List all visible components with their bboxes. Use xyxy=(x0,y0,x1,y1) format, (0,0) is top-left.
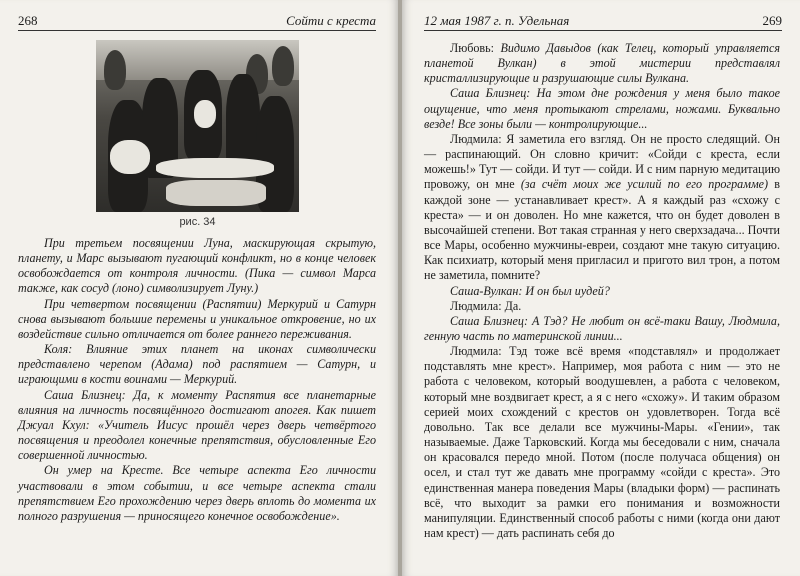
figure-tree xyxy=(272,46,294,86)
paragraph: При третьем посвящении Луна, маскирующая скрытую, планету, и Марс вызывают пугающий конфликт, но в конце человек освобождается от контроля личности. (Пика — символ Марса также, как сосуд (лоно) символизирует Луну.) xyxy=(18,236,376,296)
running-head-right: 12 мая 1987 г. п. Удельная xyxy=(424,13,570,28)
page-number-right: 269 xyxy=(762,13,782,28)
figure-shroud xyxy=(166,180,266,206)
page-number-left: 268 xyxy=(18,13,38,28)
body-text: в каждой зоне — устанавливает крест». А я каждый раз «схожу с креста» — и он доволен. Но мне кажется, что он будет доволен в высочайшей степени. Вот такая странная у него сверхзадача... Почти все Мары, особенно мужчины-евреи, создают мне такую ситуацию. Как психиатр, который меня пригласил и пригото вил трон, а потом не заметила, помните? xyxy=(424,177,780,283)
right-page-header xyxy=(424,12,782,31)
right-text-column xyxy=(424,41,780,541)
paragraph: Саша Близнец: Да, к моменту Распятия все планетарные влияния на личность посвящённого достигают апогея. Как пишет Джуал Кхул: «Учитель Иисус прошёл через дверь четвёртого посвящения и преодолел конечные препятствия, обусловленные Его совершенной личностью. xyxy=(18,387,376,463)
paragraph: Он умер на Кресте. Все четыре аспекта Его личности участвовали в этом событии, и все четыре аспекта стали препятствием Его прохождению через дверь вплоть до момента их полного разрушения — приносящего конечное освобождение». xyxy=(18,463,376,523)
figure-caption: рис. 34 xyxy=(179,216,216,228)
left-text-column xyxy=(18,236,376,524)
painting-lamentation-image xyxy=(96,40,299,212)
italic-text: (за счёт моих же усилий по его программе) xyxy=(520,177,769,192)
running-head-left: Сойти с креста xyxy=(286,13,376,28)
paragraph xyxy=(424,132,780,284)
paragraph: Людмила: Тэд тоже всё время «подставлял» и продолжает подставлять мне крест». Например, моя работа с ним — это не работа с человеком, который воодушевлен, а работа с человеком, который мне воздвигает крест, а я с него «схожу». И таким образом серией моих схождений с крестов он удовлетворен. Тогда всё довольно. Так все делали все мужчины-Мары. «Гении», так называемые. Даже Тарковский. Когда мы беседовали с ним, сначала он красовался передо мной. Потом (после получаса общения) он осел, и стал тут же давать мне программу «сойди с креста». Это единственная манера поведения Мары (владыки форм) — распинать всё, что выходит за рамки его понимания и возможности манипуляции. Единственный способ работы с ними (когда они дают нам крест) — дать распинать себя до xyxy=(424,344,780,540)
paragraph: Коля: Влияние этих планет на иконах символически представлено черепом (Адама) под распятием — Сатурн, и играющими в кости воинами — Меркурий. xyxy=(18,342,376,387)
figure-veil xyxy=(194,100,216,128)
left-page-header xyxy=(18,12,376,31)
left-page xyxy=(0,0,398,576)
paragraph: Саша-Вулкан: И он был иудей? xyxy=(450,283,610,298)
paragraph: Саша Близнец: На этом дне рождения у меня было такое ощущение, что меня протыкают стрелами, ножами. Буквально везде! Все зоны были — контролирующие... xyxy=(424,86,780,131)
italic-text: Видимо Давыдов (как Телец, который управляется планетой Вулкан) в этой мистерии представлял кристаллизирующие и разрушающие силы Вулкана. xyxy=(424,41,780,86)
figure-body xyxy=(156,158,274,178)
paragraph: При четвертом посвящении (Распятии) Меркурий и Сатурн снова вызывают большие перемены и уникальное откровение, но их воздействие сильно отличается от более раннего переживания. xyxy=(18,296,376,341)
body-text: Людмила: Я заметила его взгляд. Он не просто следящий. Он — распинающий. Он словно кричит: «Сойди с креста, если можешь!» Тут — сойди. И тут — сойди. И с ним парную медитацию провожу, он мне xyxy=(424,131,780,192)
paragraph: Саша Близнец: А Тэд? Не любит он всё-таки Вашу, Людмила, генную часть по материнской линии... xyxy=(424,313,780,343)
paragraph xyxy=(424,41,780,86)
speaker-text: Любовь: xyxy=(450,41,501,55)
right-page xyxy=(402,0,800,576)
paragraph: Людмила: Да. xyxy=(450,298,522,313)
figure-veil xyxy=(110,140,150,174)
figure-tree xyxy=(104,50,126,90)
